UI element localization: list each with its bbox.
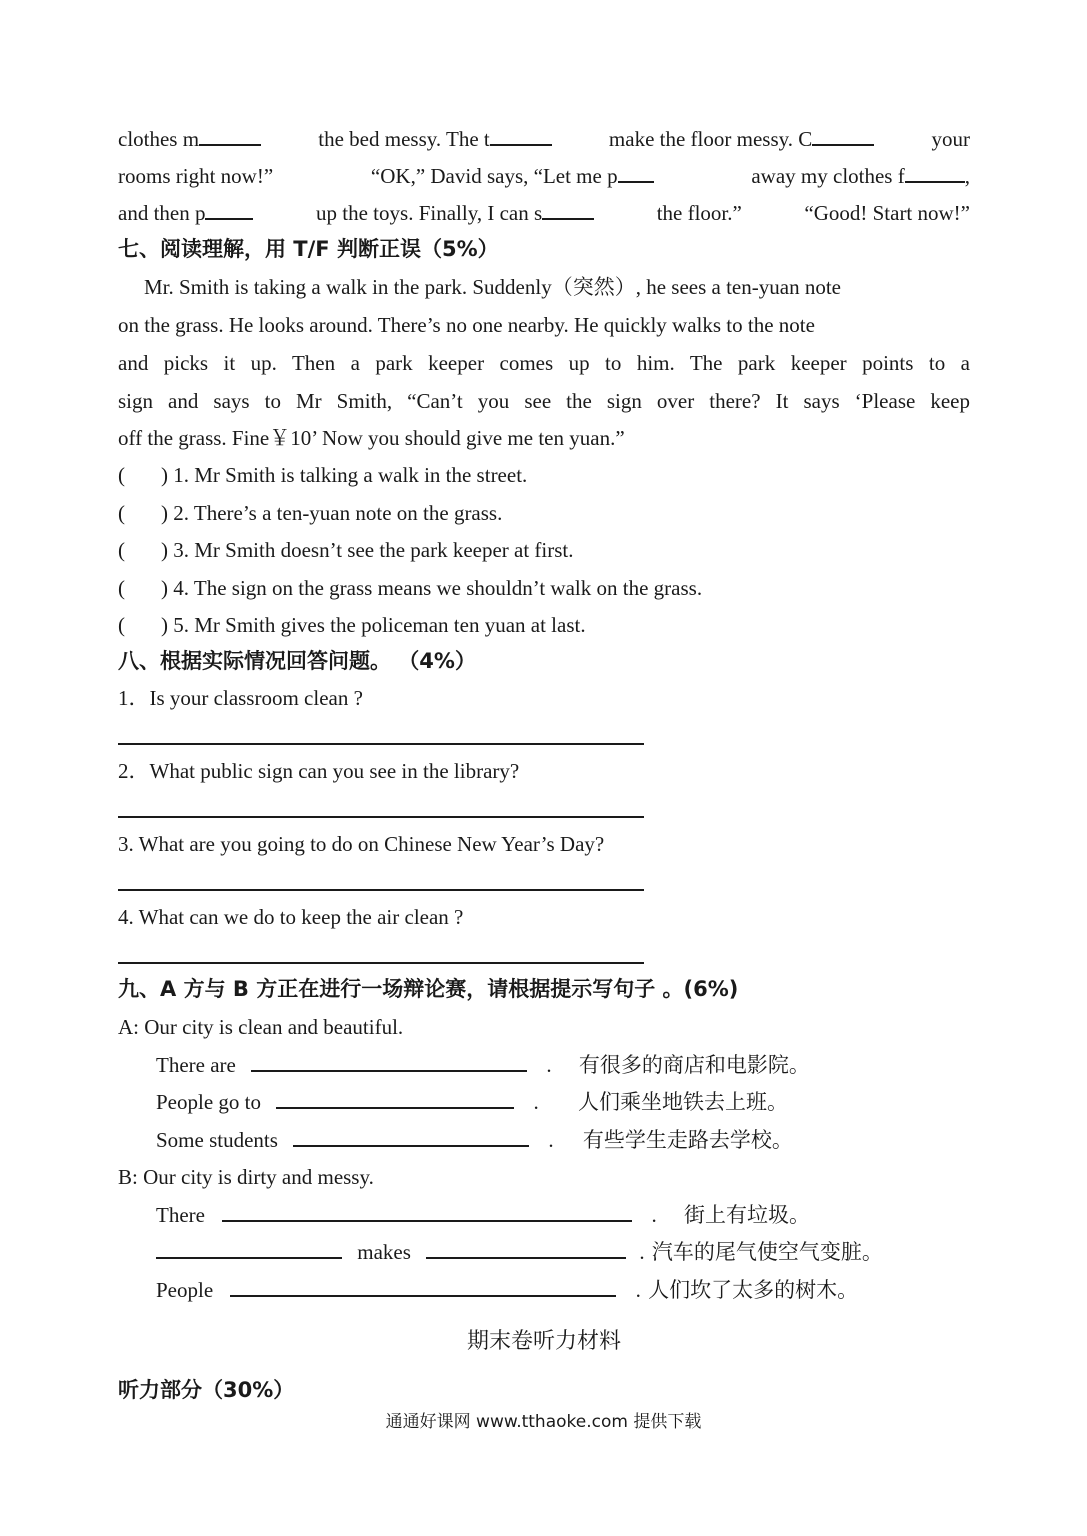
answer-line[interactable] [118, 889, 644, 891]
footer-source: 通通好课网 www.tthaoke.com 提供下载 [385, 1412, 702, 1432]
section-8-heading: 八、根据实际情况回答问题。 （4%） [118, 649, 476, 673]
sentence-start: Some students [156, 1128, 278, 1152]
answer-bracket: ) [161, 501, 168, 525]
period: . [548, 1128, 554, 1152]
period: . [533, 1090, 539, 1114]
chinese-hint: 有很多的商店和电影院。 [578, 1053, 810, 1077]
tf-item [118, 610, 586, 640]
reading-passage-line [118, 310, 970, 340]
period: . [639, 1240, 645, 1264]
tf-item [118, 535, 574, 565]
blank[interactable] [490, 124, 552, 146]
text: up the toys. Finally, I can s [316, 201, 543, 225]
blank[interactable] [276, 1087, 514, 1109]
sentence-item [156, 1275, 858, 1305]
chinese-hint: 人们坎了太多的树木。 [648, 1278, 859, 1302]
sentence-item [156, 1050, 810, 1080]
blank[interactable] [293, 1125, 529, 1147]
section-9-heading: 九、A 方与 B 方正在进行一场辩论赛，请根据提示写句子 。(6%) [118, 977, 739, 1001]
blank[interactable] [542, 198, 594, 220]
passage-line-2 [118, 161, 970, 191]
listening-heading: 听力部分（30%） [118, 1378, 295, 1402]
tf-statement: 3. Mr Smith doesn’t see the park keeper at first. [173, 538, 574, 562]
sentence-item [156, 1125, 793, 1155]
question: 3. What are you going to do on Chinese New Year’s Day? [118, 832, 605, 856]
answer-bracket[interactable]: ( [118, 463, 125, 487]
answer-bracket[interactable]: ( [118, 613, 125, 637]
text: make the floor messy. C [608, 127, 813, 151]
sentence-start: People [156, 1278, 214, 1302]
tf-item [118, 498, 502, 528]
tf-statement: 5. Mr Smith gives the policeman ten yuan at last. [173, 613, 586, 637]
text: “Good! Start now!” [804, 201, 970, 225]
chinese-hint: 街上有垃圾。 [683, 1203, 810, 1227]
answer-line[interactable] [118, 743, 644, 745]
text: on the grass. He looks around. There’s no one nearby. He quickly walks to the note [118, 313, 815, 337]
period: . [635, 1278, 641, 1302]
blank[interactable] [222, 1200, 632, 1222]
blank[interactable] [618, 161, 654, 183]
sentence-start: There are [156, 1053, 236, 1077]
sentence-item [156, 1237, 883, 1267]
chinese-hint: 汽车的尾气使空气变脏。 [651, 1240, 883, 1264]
text: “OK,” David says, “Let me p [370, 164, 618, 188]
blank[interactable] [905, 161, 965, 183]
period: . [546, 1053, 552, 1077]
text: the floor.” [656, 201, 742, 225]
side-a-title: A: Our city is clean and beautiful. [118, 1015, 404, 1039]
listening-title: 期末卷听力材料 [466, 1329, 621, 1354]
blank[interactable] [156, 1237, 342, 1259]
reading-passage-line: Mr. Smith is taking a walk in the park. Suddenly（突然）, he sees a ten-yuan note [144, 275, 841, 299]
side-b-title: B: Our city is dirty and messy. [118, 1165, 374, 1189]
reading-passage-line: and picks it up. Then a park keeper comes up to him. The park keeper points to a [118, 351, 970, 375]
text: and then p [118, 201, 206, 225]
answer-bracket: ) [161, 463, 168, 487]
blank[interactable] [199, 124, 261, 146]
tf-item [118, 573, 702, 603]
question: 4. What can we do to keep the air clean ? [118, 905, 464, 929]
answer-bracket: ) [161, 613, 168, 637]
answer-line[interactable] [118, 962, 644, 964]
tf-item [118, 460, 527, 490]
text: away my clothes f [751, 164, 905, 188]
passage-line-1 [118, 124, 970, 154]
tf-statement: 1. Mr Smith is talking a walk in the street. [173, 463, 528, 487]
answer-bracket: ) [161, 538, 168, 562]
blank[interactable] [230, 1275, 616, 1297]
passage-line-3 [118, 198, 970, 228]
answer-line[interactable] [118, 816, 644, 818]
sentence-item [156, 1087, 788, 1117]
sentence-start: People go to [156, 1090, 261, 1114]
answer-bracket: ) [161, 576, 168, 600]
answer-bracket[interactable]: ( [118, 538, 125, 562]
tf-statement: 2. There’s a ten-yuan note on the grass. [173, 501, 503, 525]
reading-passage-line: sign and says to Mr Smith, “Can’t you see the sign over there? It says ‘Please keep [118, 389, 970, 413]
blank[interactable] [812, 124, 874, 146]
sentence-mid: makes [357, 1240, 411, 1264]
sentence-item [156, 1200, 810, 1230]
question: 2．What public sign can you see in the library? [118, 759, 520, 783]
text: your [931, 127, 970, 151]
chinese-hint: 有些学生走路去学校。 [582, 1128, 793, 1152]
text: , [964, 164, 970, 188]
text: clothes m [118, 127, 200, 151]
sentence-start: There [156, 1203, 205, 1227]
section-7-heading: 七、阅读理解，用 T/F 判断正误（5%） [118, 237, 499, 261]
tf-statement: 4. The sign on the grass means we shouldn’t walk on the grass. [173, 576, 703, 600]
question: 1．Is your classroom clean ? [118, 686, 363, 710]
blank[interactable] [205, 198, 253, 220]
text: the bed messy. The t [318, 127, 490, 151]
answer-bracket[interactable]: ( [118, 576, 125, 600]
blank[interactable] [426, 1237, 626, 1259]
reading-passage-line: off the grass. Fine￥10’ Now you should give me ten yuan.” [118, 426, 625, 450]
text: rooms right now!” [118, 164, 274, 188]
answer-bracket[interactable]: ( [118, 501, 125, 525]
chinese-hint: 人们乘坐地铁去上班。 [578, 1090, 788, 1114]
blank[interactable] [251, 1050, 527, 1072]
period: . [651, 1203, 657, 1227]
